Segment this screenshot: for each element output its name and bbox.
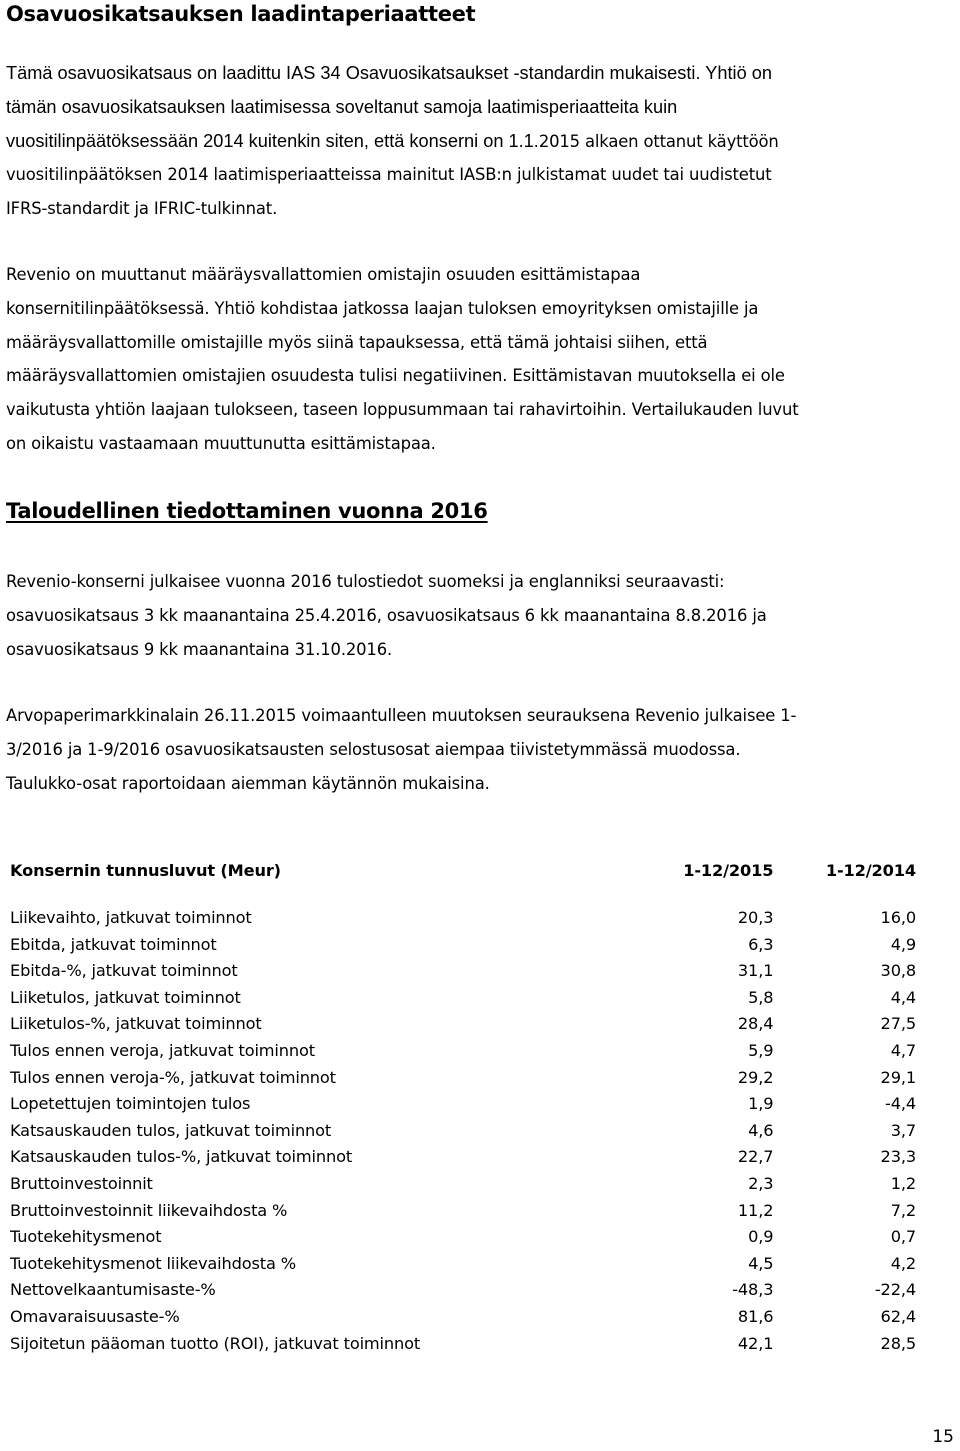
value-2014: 4,7 (890, 1040, 916, 1060)
value-2015: 4,5 (748, 1253, 774, 1273)
value-2014: 4,2 (890, 1253, 916, 1273)
column-header-2015: 1-12/2015 (683, 860, 774, 880)
table-row (6, 1331, 916, 1358)
paragraph-line: määräysvallattomille omistajille myös siinä tapauksessa, että tämä johtaisi siihen, että (6, 332, 708, 352)
value-2014: 30,8 (880, 961, 916, 981)
value-2015: 20,3 (737, 908, 774, 927)
row-label: Liikevaihto, jatkuvat toiminnot (10, 908, 252, 927)
value-2015: 5,8 (748, 987, 774, 1007)
paragraph-line: Revenio-konserni julkaisee vuonna 2016 tulostiedot suomeksi ja englanniksi seuraavasti: (6, 572, 725, 591)
paragraph-line: osavuosikatsaus 9 kk maanantaina 31.10.2016. (6, 639, 393, 659)
value-2015: 0,9 (748, 1227, 774, 1247)
row-label: Liiketulos, jatkuvat toiminnot (10, 987, 241, 1007)
key-figures-table (6, 852, 916, 1357)
section-heading-financial-reporting: Taloudellinen tiedottaminen vuonna 2016 (6, 499, 488, 523)
paragraph-line: IFRS-standardit ja IFRIC-tulkinnat. (6, 199, 278, 219)
paragraph-accounting-principles (6, 57, 958, 226)
value-2014: -22,4 (874, 1280, 916, 1300)
table-row (6, 932, 916, 959)
table-title: Konsernin tunnusluvut (Meur) (10, 860, 281, 880)
table-row (6, 1038, 916, 1065)
table-body (6, 905, 916, 1357)
paragraph-reporting-format (6, 699, 958, 800)
value-2015: -48,3 (732, 1280, 774, 1300)
value-2014: 16,0 (880, 908, 916, 927)
paragraph-presentation-change (6, 258, 958, 461)
row-label: Tulos ennen veroja-%, jatkuvat toiminnot (10, 1067, 336, 1087)
paragraph-line: vuositilinpäätöksen 2014 laatimisperiaatteissa mainitut IASB:n julkistamat uudet tai uudistetut (6, 165, 772, 185)
value-2015: 4,6 (748, 1120, 774, 1140)
paragraph-line: Taulukko-osat raportoidaan aiemman käytännön mukaisina. (6, 773, 490, 793)
value-2014: 28,5 (880, 1333, 916, 1353)
paragraph-line: Tämä osavuosikatsaus on laadittu IAS 34 Osavuosikatsaukset -standardin mukaisesti. Yhtiö on (6, 63, 772, 83)
row-label: Bruttoinvestoinnit (10, 1173, 153, 1193)
row-label: Sijoitetun pääoman tuotto (ROI), jatkuvat toiminnot (10, 1333, 421, 1353)
value-2015: 11,2 (737, 1200, 774, 1220)
paragraph-line-segment: 2015 alkaen ottanut käyttöön (538, 131, 779, 151)
row-label: Nettovelkaantumisaste-% (10, 1280, 216, 1300)
value-2015: 42,1 (737, 1333, 774, 1353)
table-row (6, 958, 916, 985)
page-number: 15 (932, 1427, 954, 1447)
table-row (6, 1144, 916, 1171)
table-row (6, 985, 916, 1012)
paragraph-line: tämän osavuosikatsauksen laatimisessa soveltanut samoja laatimisperiaatteita kuin (6, 96, 678, 117)
table-row (6, 1118, 916, 1145)
value-2014: -4,4 (885, 1094, 916, 1114)
row-label: Bruttoinvestoinnit liikevaihdosta % (10, 1200, 288, 1220)
value-2015: 81,6 (737, 1306, 774, 1326)
paragraph-line: Revenio on muuttanut määräysvallattomien omistajin osuuden esittämistapaa (6, 265, 641, 284)
table-row (6, 1091, 916, 1118)
row-label: Ebitda-%, jatkuvat toiminnot (10, 961, 238, 981)
table-row (6, 1011, 916, 1038)
value-2015: 2,3 (748, 1173, 774, 1193)
row-label: Tuotekehitysmenot liikevaihdosta % (10, 1253, 296, 1273)
row-label: Katsauskauden tulos, jatkuvat toiminnot (10, 1120, 332, 1140)
table-row (6, 1224, 916, 1251)
paragraph-reporting-schedule (6, 565, 958, 666)
paragraph-line: Arvopaperimarkkinalain 26.11.2015 voimaantulleen muutoksen seurauksena Revenio julkaisee 1- (6, 706, 797, 725)
table-spacer (6, 888, 916, 905)
section-heading-accounting-principles: Osavuosikatsauksen laadintaperiaatteet (6, 2, 476, 26)
table-row (6, 1065, 916, 1092)
paragraph-line: konsernitilinpäätöksessä. Yhtiö kohdistaa jatkossa laajan tuloksen emoyrityksen omistajille ja (6, 298, 759, 318)
paragraph-line: määräysvallattomien omistajien osuudesta tulisi negatiivinen. Esittämistavan muutoksella ei ole (6, 366, 785, 386)
value-2014: 29,1 (880, 1067, 916, 1087)
column-header-2014: 1-12/2014 (825, 860, 916, 880)
value-2014: 3,7 (890, 1120, 916, 1140)
paragraph-line: osavuosikatsaus 3 kk maanantaina 25.4.2016, osavuosikatsaus 6 kk maanantaina 8.8.2016 ja (6, 605, 767, 625)
row-label: Liiketulos-%, jatkuvat toiminnot (10, 1014, 262, 1034)
table-row (6, 1277, 916, 1304)
paragraph-line: on oikaistu vastaamaan muuttunutta esittämistapaa. (6, 433, 436, 453)
row-label: Katsauskauden tulos-%, jatkuvat toiminnot (10, 1147, 353, 1167)
value-2015: 29,2 (737, 1067, 774, 1087)
paragraph-line: 3/2016 ja 1-9/2016 osavuosikatsausten selostusosat aiempaa tiivistetymmässä muodossa. (6, 739, 741, 759)
row-label: Omavaraisuusaste-% (10, 1306, 180, 1326)
value-2014: 62,4 (880, 1306, 916, 1326)
value-2014: 0,7 (890, 1227, 916, 1247)
table-row (6, 1171, 916, 1198)
value-2015: 1,9 (748, 1094, 774, 1114)
value-2015: 28,4 (737, 1014, 774, 1034)
table-header-row (6, 852, 916, 888)
row-label: Tulos ennen veroja, jatkuvat toiminnot (10, 1040, 315, 1060)
paragraph-line: vaikutusta yhtiön laajaan tulokseen, taseen loppusummaan tai rahavirtoihin. Vertailukauden luvut (6, 400, 799, 420)
value-2015: 5,9 (748, 1040, 774, 1060)
value-2014: 4,9 (890, 934, 916, 954)
value-2015: 31,1 (737, 961, 774, 981)
table-row (6, 1251, 916, 1278)
table-row (6, 1304, 916, 1331)
value-2014: 7,2 (890, 1200, 916, 1220)
row-label: Lopetettujen toimintojen tulos (10, 1094, 251, 1114)
paragraph-line (6, 125, 958, 159)
value-2015: 6,3 (748, 934, 774, 954)
table-row (6, 905, 916, 932)
value-2014: 27,5 (880, 1014, 916, 1034)
paragraph-line-segment: vuositilinpäätöksessään 2014 kuitenkin siten, että konserni on 1.1. (6, 130, 539, 151)
row-label: Ebitda, jatkuvat toiminnot (10, 934, 217, 954)
table-row (6, 1198, 916, 1225)
value-2014: 4,4 (890, 987, 916, 1007)
value-2014: 23,3 (880, 1147, 916, 1167)
row-label: Tuotekehitysmenot (10, 1227, 162, 1247)
value-2015: 22,7 (737, 1147, 774, 1167)
value-2014: 1,2 (890, 1173, 916, 1193)
